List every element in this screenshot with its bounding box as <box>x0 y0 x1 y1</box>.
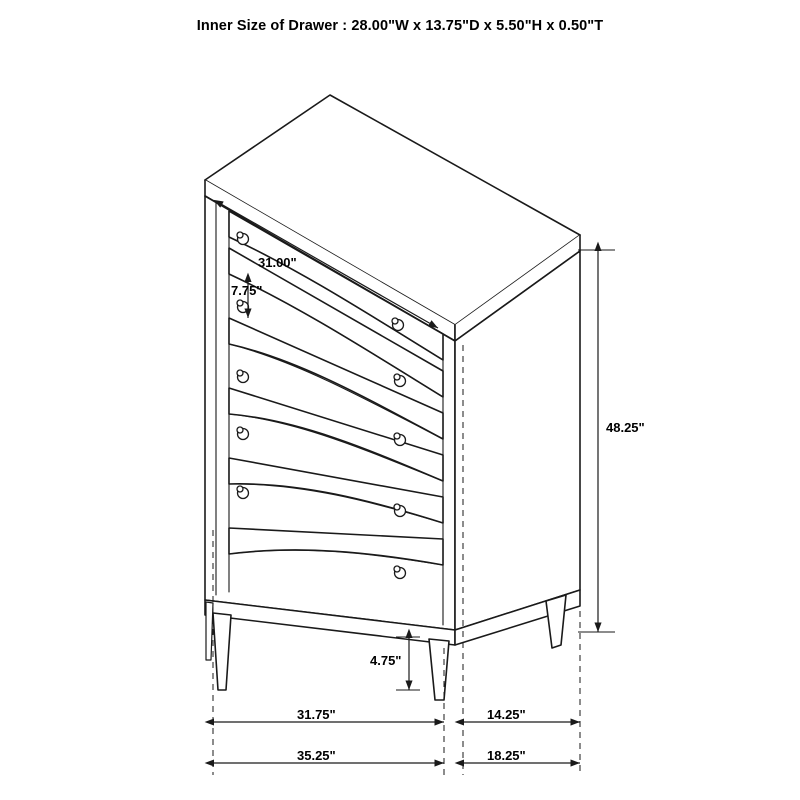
page-title: Inner Size of Drawer : 28.00"W x 13.75"D x 5.50"H x 0.50"T <box>196 18 604 34</box>
label-overall-width: 35.25" <box>297 748 336 763</box>
label-front-width: 31.75" <box>297 707 336 722</box>
label-drawer-face-height: 7.75" <box>231 283 263 298</box>
label-side-depth: 14.25" <box>487 707 526 722</box>
label-drawer-width: 31.00" <box>258 255 297 270</box>
furniture-outline <box>205 95 580 700</box>
label-leg-height: 4.75" <box>370 653 402 668</box>
label-overall-depth: 18.25" <box>487 748 526 763</box>
label-total-height: 48.25" <box>606 420 645 435</box>
